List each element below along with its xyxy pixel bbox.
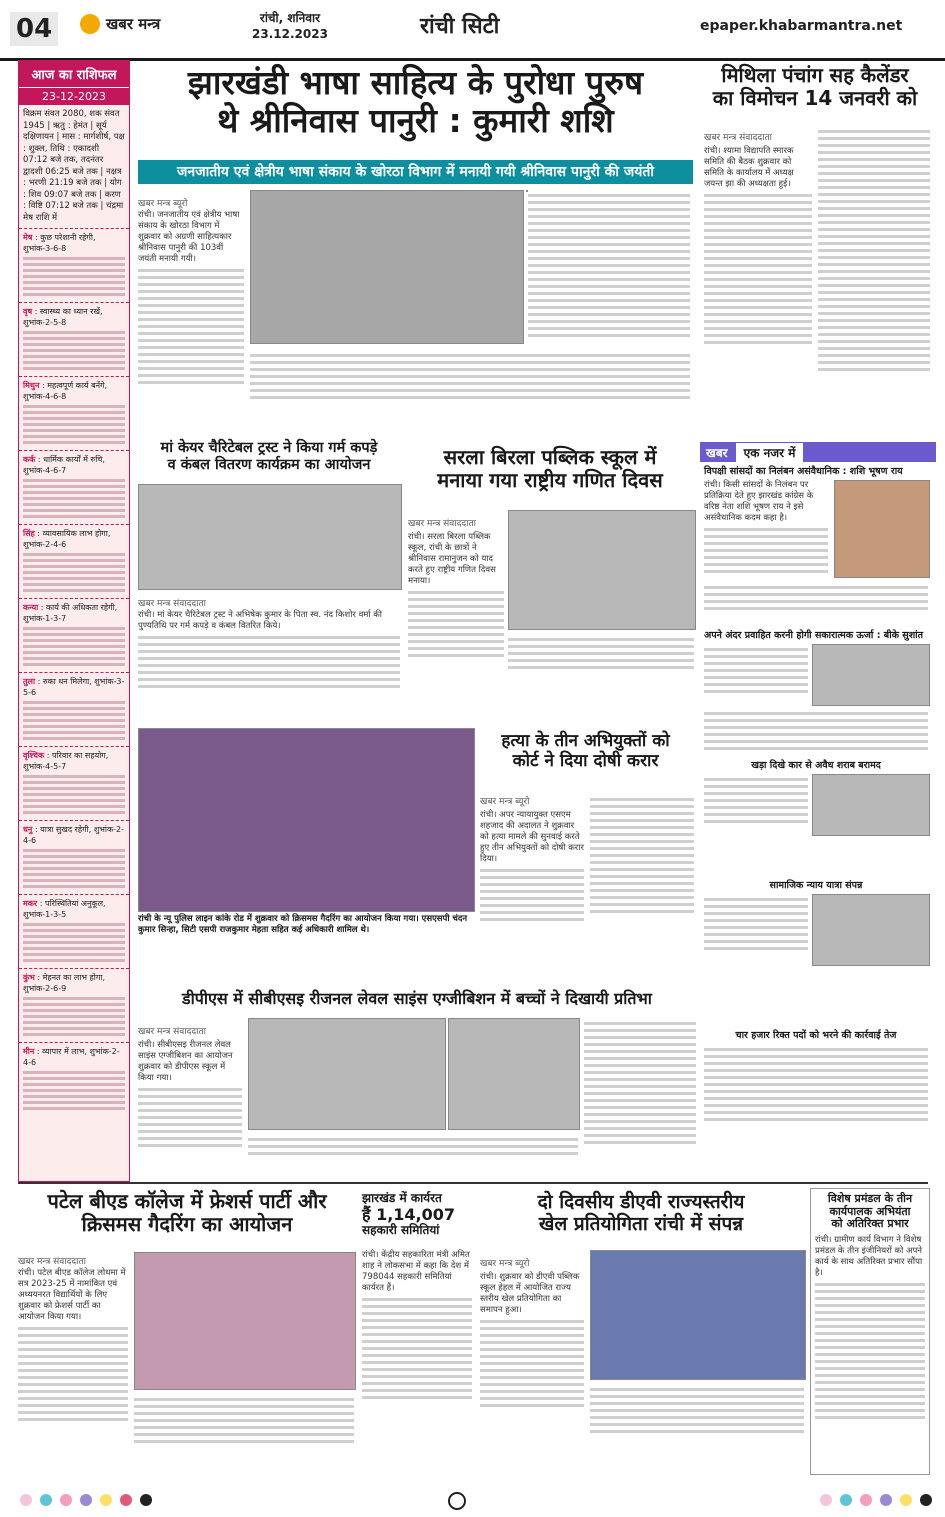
lead-body xyxy=(138,210,244,388)
patel-byline: खबर मन्त्र संवाददाता xyxy=(18,1257,86,1267)
murder-col2-lines xyxy=(590,798,694,913)
mithila-col2 xyxy=(818,126,930,375)
ek-nazar-item5-head: चार हजार रिक्त पदों को भरने की कार्रवाई तेज xyxy=(735,1030,897,1041)
footer-color-dots-left xyxy=(20,1494,152,1506)
coop-headline-line1: झारखंड में कार्यरत xyxy=(362,1191,442,1205)
rashifal-sign: कुंभ : मेहनत का लाभ होगा, शुभांक-2-6-9 xyxy=(19,968,129,1042)
ek-nazar-item4-lines xyxy=(704,898,808,950)
sarala-headline-line2: मनाया गया राष्ट्रीय गणित दिवस xyxy=(437,468,663,492)
charity-byline: खबर मन्त्र संवाददाता xyxy=(138,599,206,609)
pramandal-body-lines xyxy=(815,1283,925,1419)
rashifal-sign-name: मेष xyxy=(23,233,33,242)
rashifal-column xyxy=(18,60,130,1182)
dav-headline-line2: खेल प्रतियोगिता रांची में संपन्न xyxy=(538,1212,744,1235)
mithila-body-lines xyxy=(704,194,812,344)
christmas-caption: रांची के न्यू पुलिस लाइन कांके रोड में शुक्रवार को क्रिसमस गैदरिंग का आयोजन किया गया। एसएसपी चंदन कुमार सिन्हा, सिटी एसपी राजकुमार मेहता सहित कई अधिकारी शामिल थे। xyxy=(138,914,468,935)
dav-headline xyxy=(478,1192,804,1236)
ek-nazar-item1-body xyxy=(704,480,828,577)
rashifal-sign: मिथुन : महत्वपूर्ण कार्य बनेंगे, शुभांक-4-6-8 xyxy=(19,376,129,450)
coop-headline-line2: हैं 1,14,007 xyxy=(362,1204,456,1224)
patel-headline-line2: क्रिसमस गैदरिंग का आयोजन xyxy=(81,1212,293,1236)
dps-photo-1 xyxy=(248,1018,446,1130)
dav-body-lines xyxy=(480,1320,584,1407)
rashifal-sign: कर्क : धार्मिक कार्यों में रुचि, शुभांक-4-6-7 xyxy=(19,450,129,524)
brand-logo xyxy=(80,14,160,34)
ek-nazar-item5-body xyxy=(704,1044,928,1125)
mithila-col2-lines xyxy=(818,130,930,371)
dps-body-text: रांची। सीबीएसइ रीजनल लेवल साइंस एग्जीबिशन का आयोजन शुक्रवार को डीपीएस स्कूल में किया गया। xyxy=(138,1040,233,1083)
murder-headline-line1: हत्या के तीन अभियुक्तों को xyxy=(501,731,670,751)
rashifal-sign: सिंह : व्यावसायिक लाभ होगा, शुभांक-2-4-6 xyxy=(19,524,129,598)
mithila-headline-line2: का विमोचन 14 जनवरी को xyxy=(712,86,918,110)
rashifal-sign-lines xyxy=(23,257,125,296)
dav-body xyxy=(480,1272,584,1411)
ek-nazar-item1-lines xyxy=(704,528,828,573)
rashifal-sign-lines xyxy=(23,553,125,592)
charity-headline-line1: मां केयर चैरिटेबल ट्रस्ट ने किया गर्म कपड़े xyxy=(160,440,378,456)
rashifal-sign-text: व्यापार में लाभ, शुभांक-2-4-6 xyxy=(23,1047,120,1067)
ek-nazar-item5-lines xyxy=(704,1048,928,1121)
pramandal-body-text: रांची। ग्रामीण कार्य विभाग ने विशेष प्रमंडल के तीन इंजीनियरों को अपने कार्य के साथ अतिरिक्त प्रभार सौंपा है। xyxy=(815,1234,923,1278)
charity-headline-line2: व कंबल वितरण कार्यक्रम का आयोजन xyxy=(167,456,371,473)
murder-headline-line2: कोर्ट ने दिया दोषी करार xyxy=(512,750,659,771)
dps-col2 xyxy=(584,1018,696,1148)
charity-body xyxy=(138,610,400,692)
patel-photo xyxy=(134,1252,356,1390)
ek-nazar-item1-more xyxy=(704,582,928,614)
sarala-headline-line1: सरला बिरला पब्लिक स्कूल में xyxy=(443,445,657,469)
rashifal-sign-name: वृष xyxy=(23,307,33,316)
ek-nazar-brand: खबर xyxy=(706,445,728,460)
mithila-body xyxy=(704,146,812,348)
registration-mark-icon xyxy=(448,1492,466,1510)
dav-headline-line1: दो दिवसीय डीएवी राज्यस्तरीय xyxy=(537,1191,745,1213)
rashifal-sign-name: मिथुन xyxy=(23,381,40,390)
rashifal-sign: मेष : कुछ परेशानी रहेगी, शुभांक-3-6-8 xyxy=(19,228,129,302)
rashifal-sign-text: रुका धन मिलेगा, शुभांक-3-5-6 xyxy=(23,677,125,697)
dav-byline: खबर मन्त्र ब्यूरो xyxy=(480,1259,530,1269)
rashifal-sign: मकर : परिस्थितियां अनुकूल, शुभांक-1-3-5 xyxy=(19,894,129,968)
ek-nazar-item3-head: खड़ा दिखे कार से अवैध शराब बरामद xyxy=(751,760,881,771)
ek-nazar-item2-lines xyxy=(704,648,808,693)
epaper-link[interactable]: epaper.khabarmantra.net xyxy=(700,18,903,34)
rashifal-date: 23-12-2023 xyxy=(19,87,129,105)
lead-side-lines xyxy=(528,194,690,337)
ek-nazar-item3-lines xyxy=(704,778,808,823)
ek-nazar-item2-more xyxy=(704,708,928,754)
sarala-photo xyxy=(508,510,696,630)
lead-headline-line2: थे श्रीनिवास पानुरी : कुमारी शशि xyxy=(217,100,614,140)
rashifal-sign: वृष : स्वास्थ्य का ध्यान रखें, शुभांक-2-5-8 xyxy=(19,302,129,376)
coop-body-lines xyxy=(362,1298,472,1399)
charity-body-text: रांची। मां केयर चैरिटेबल ट्रस्ट ने अभिषेक कुमार के पिता स्व. नंद किशोर वर्मा की पुण्यतिथि पर गर्म कपड़े व कंबल वितरित किये। xyxy=(138,610,383,631)
sarala-body xyxy=(408,532,504,661)
coop-body-text: रांची। केंद्रीय सहकारिता मंत्री अमित शाह ने लोकसभा में कहा कि देश में 798044 सहकारी समितियां कार्यरत हैं। xyxy=(362,1250,470,1293)
christmas-photo xyxy=(138,728,475,912)
rashifal-sign-name: मकर xyxy=(23,899,38,908)
dav-photo xyxy=(590,1250,806,1380)
ek-nazar-item1-text: रांची। किसी सांसदों के निलंबन पर प्रतिक्रिया देते हुए झारखंड कांग्रेस के वरिष्ठ नेता शशि भूषण राय ने इसे असंवैधानिक कदम कहा है। xyxy=(704,480,814,523)
dav-body-text: रांची। शुक्रवार को डीएवी पब्लिक स्कूल हेहल में आयोजित राज्य स्तरीय खेल प्रतियोगिता का समापन हुआ। xyxy=(480,1272,580,1315)
ek-nazar-item2-photo xyxy=(812,644,930,706)
lead-continued xyxy=(250,350,690,403)
rashifal-sign: वृश्चिक : परिवार का सहयोग, शुभांक-4-5-7 xyxy=(19,746,129,820)
rashifal-sign-text: मेहनत का लाभ होगा, शुभांक-2-6-9 xyxy=(23,973,105,993)
lead-photo-group xyxy=(250,190,524,344)
coop-headline-line3: सहकारी समितियां xyxy=(362,1223,440,1238)
section-divider xyxy=(18,1182,928,1184)
murder-body xyxy=(480,810,584,925)
pramandal-headline-line1: विशेष प्रमंडल के तीन xyxy=(827,1192,913,1205)
dateline-date: 23.12.2023 xyxy=(252,27,328,41)
pramandal-headline xyxy=(811,1189,929,1235)
rashifal-sign-lines xyxy=(23,405,125,444)
rashifal-sign-name: धनु xyxy=(23,825,33,834)
lead-subhead: जनजातीय एवं क्षेत्रीय भाषा संकाय के खोरठा विभाग में मनायी गयी श्रीनिवास पानुरी की जयंती xyxy=(138,160,693,184)
patel-continued-lines xyxy=(134,1398,354,1443)
ek-nazar-item1-more-lines xyxy=(704,586,928,610)
ek-nazar-item4-head: सामाजिक न्याय यात्रा संपन्न xyxy=(769,880,863,891)
sarala-continued xyxy=(508,634,694,673)
rashifal-sign-text: परिवार का सहयोग, शुभांक-4-5-7 xyxy=(23,751,109,771)
patel-body-lines xyxy=(18,1327,128,1421)
rashifal-sign-text: धार्मिक कार्यों में रुचि, शुभांक-4-6-7 xyxy=(23,455,105,475)
dps-col2-lines xyxy=(584,1022,696,1144)
murder-body-lines xyxy=(480,869,584,921)
rashifal-sign-lines xyxy=(23,1071,125,1110)
dps-bottom-lines xyxy=(248,1138,578,1155)
rashifal-sign-name: कन्या xyxy=(23,603,39,612)
dps-photo-2 xyxy=(448,1018,580,1130)
rashifal-sign-lines xyxy=(23,479,125,518)
dps-headline: डीपीएस में सीबीएसइ रीजनल लेवल साइंस एग्जीबिशन में बच्चों ने दिखायी प्रतिभा xyxy=(182,989,652,1008)
lead-headline xyxy=(138,64,693,140)
lead-side-text xyxy=(528,190,690,341)
panchang-text: विक्रम संवत 2080, शक संवत 1945 | ऋतु : हेमंत | सूर्य दक्षिणायन | मास : मार्गशीर्ष, पक्ष : शुक्ल, तिथि : एकादशी 07:12 बजे तक, तदनंतर द्वादशी 06:25 बजे तक | नक्षत्र : भरणी 21:19 बजे तक | योग : शिव 09:07 बजे तक | करण : विष्टि 07:12 बजे तक | चंद्रमा मेष राशि में xyxy=(23,109,125,223)
masthead xyxy=(0,0,945,61)
rashifal-sign-lines xyxy=(23,331,125,370)
rashifal-sign-lines xyxy=(23,849,125,888)
dps-body xyxy=(138,1040,242,1151)
dateline-place: रांची, शनिवार xyxy=(259,11,321,25)
sarala-continued-lines xyxy=(508,638,694,669)
lead-continued-lines xyxy=(250,354,690,399)
rashifal-sign-name: वृश्चिक xyxy=(23,751,45,760)
ek-nazar-item1-head: विपक्षी सांसदों का निलंबन असंवैधानिक : शशि भूषण राय xyxy=(704,466,903,477)
lead-body-lines xyxy=(138,269,244,384)
dps-body-lines xyxy=(138,1088,242,1147)
pramandal-headline-line3: को अतिरिक्त प्रभार xyxy=(831,1217,909,1231)
mithila-body-text: रांची। श्यामा विद्यापति स्मारक समिति की बैठक शुक्रवार को समिति के कार्यालय में अध्यक्ष जयन्त झा की अध्यक्षता हुई। xyxy=(704,146,794,189)
charity-headline xyxy=(138,440,400,473)
murder-body-text: रांची। अपर न्यायायुक्त एसएम शहजाद की अदालत ने शुक्रवार को हत्या मामले की सुनवाई करते हुए तीन अभियुक्तों को दोषी करार दिया। xyxy=(480,810,584,864)
page-number: 04 xyxy=(10,12,58,46)
sarala-byline: खबर मन्त्र संवाददाता xyxy=(408,519,476,529)
logo-icon xyxy=(80,14,100,34)
section-title: रांची सिटी xyxy=(420,14,500,39)
dps-byline: खबर मन्त्र संवाददाता xyxy=(138,1027,206,1037)
rashifal-sign: धनु : यात्रा सुखद रहेगी, शुभांक-2-4-6 xyxy=(19,820,129,894)
rashifal-sign-name: तुला xyxy=(23,677,36,686)
rashifal-signs xyxy=(19,228,129,1116)
ek-nazar-item2-body xyxy=(704,644,808,697)
sarala-body-text: रांची। सरला बिरला पब्लिक स्कूल, रांची के छात्रों ने श्रीनिवास रामानुजन को याद करते हुए राष्ट्रीय गणित दिवस मनाया। xyxy=(408,532,496,586)
murder-byline: खबर मन्त्र ब्यूरो xyxy=(480,797,530,807)
sarala-headline xyxy=(405,446,695,492)
murder-headline xyxy=(478,732,693,771)
dav-continued-lines xyxy=(590,1388,804,1433)
rashifal-sign: कन्या : कार्य की अधिकता रहेगी, शुभांक-1-3-7 xyxy=(19,598,129,672)
ek-nazar-item2-more-lines xyxy=(704,712,928,750)
pramandal-box xyxy=(810,1188,930,1475)
rashifal-sign-text: यात्रा सुखद रहेगी, शुभांक-2-4-6 xyxy=(23,825,124,845)
charity-photo xyxy=(138,484,402,590)
rashifal-sign-lines xyxy=(23,701,125,740)
ek-nazar-item3-body xyxy=(704,774,808,827)
rashifal-sign-lines xyxy=(23,627,125,666)
rashifal-sign-lines xyxy=(23,775,125,814)
mithila-byline: खबर मन्त्र संवाददाता xyxy=(704,133,772,143)
murder-col2 xyxy=(590,794,694,917)
ek-nazar-item2-head: अपने अंदर प्रवाहित करनी होगी सकारात्मक ऊर्जा : बीके सुशांत xyxy=(704,630,924,641)
patel-body-text: रांची। पटेल बीएड कॉलेज लोधमा में सत्र 2023-25 में नामांकित एवं अध्ययनरत विद्यार्थियों के लिए शुक्रवार को फ्रेशर्स पार्टी का आयोजन किया गया। xyxy=(18,1268,126,1322)
lead-headline-line1: झारखंडी भाषा साहित्य के पुरोधा पुरुष xyxy=(187,63,644,102)
rashifal-sign-name: सिंह xyxy=(23,529,35,538)
ek-nazar-bar xyxy=(700,442,936,462)
dav-continued xyxy=(590,1384,804,1437)
ek-nazar-item3-photo xyxy=(812,774,930,836)
ek-nazar-title: एक नजर में xyxy=(736,443,804,462)
sarala-body-lines xyxy=(408,591,504,657)
rashifal-sign-name: कुंभ xyxy=(23,973,35,982)
rashifal-sign-lines xyxy=(23,997,125,1036)
ek-nazar-portrait xyxy=(834,480,930,578)
rashifal-sign-text: कार्य की अधिकता रहेगी, शुभांक-1-3-7 xyxy=(23,603,118,623)
ek-nazar-item4-photo xyxy=(812,894,930,966)
patel-continued xyxy=(134,1394,354,1447)
rashifal-sign-lines xyxy=(23,923,125,962)
rashifal-sign-text: स्वास्थ्य का ध्यान रखें, शुभांक-2-5-8 xyxy=(23,307,103,327)
rashifal-sign-text: कुछ परेशानी रहेगी, शुभांक-3-6-8 xyxy=(23,233,96,253)
pramandal-headline-line2: कार्यपालक अभियंता xyxy=(829,1204,911,1218)
rashifal-title: आज का राशिफल xyxy=(19,61,129,87)
rashifal-sign-name: कर्क xyxy=(23,455,36,464)
rashifal-sign-text: महत्वपूर्ण कार्य बनेंगे, शुभांक-4-6-8 xyxy=(23,381,108,401)
lead-body-text: रांची। जनजातीय एवं क्षेत्रीय भाषा संकाय के खोरठा विभाग में शुक्रवार को अग्रणी साहित्यकार श्रीनिवास पानुरी की 103वीं जयंती मनायी गयी। xyxy=(138,210,240,264)
charity-body-lines xyxy=(138,636,400,688)
rashifal-sign-text: परिस्थितियां अनुकूल, शुभांक-1-3-5 xyxy=(23,899,106,919)
coop-headline xyxy=(362,1192,472,1238)
brand-name: खबर मन्त्र xyxy=(106,15,161,33)
rashifal-sign-name: मीन xyxy=(23,1047,35,1056)
patel-body xyxy=(18,1268,128,1425)
dateline xyxy=(252,10,328,42)
rashifal-sign-text: व्यावसायिक लाभ होगा, शुभांक-2-4-6 xyxy=(23,529,111,549)
mithila-headline xyxy=(700,64,930,110)
ek-nazar-item4-body xyxy=(704,894,808,954)
patel-headline xyxy=(18,1190,356,1236)
rashifal-sign: तुला : रुका धन मिलेगा, शुभांक-3-5-6 xyxy=(19,672,129,746)
footer-color-dots-right xyxy=(820,1494,932,1506)
coop-body xyxy=(362,1250,472,1403)
patel-headline-line1: पटेल बीएड कॉलेज में फ्रेशर्स पार्टी और xyxy=(47,1189,327,1213)
rashifal-sign: मीन : व्यापार में लाभ, शुभांक-2-4-6 xyxy=(19,1042,129,1116)
mithila-headline-line1: मिथिला पंचांग सह कैलेंडर xyxy=(721,63,909,87)
lead-byline: खबर मन्त्र ब्यूरो xyxy=(138,199,188,209)
dps-bottom xyxy=(248,1134,578,1159)
pramandal-body xyxy=(811,1235,929,1419)
